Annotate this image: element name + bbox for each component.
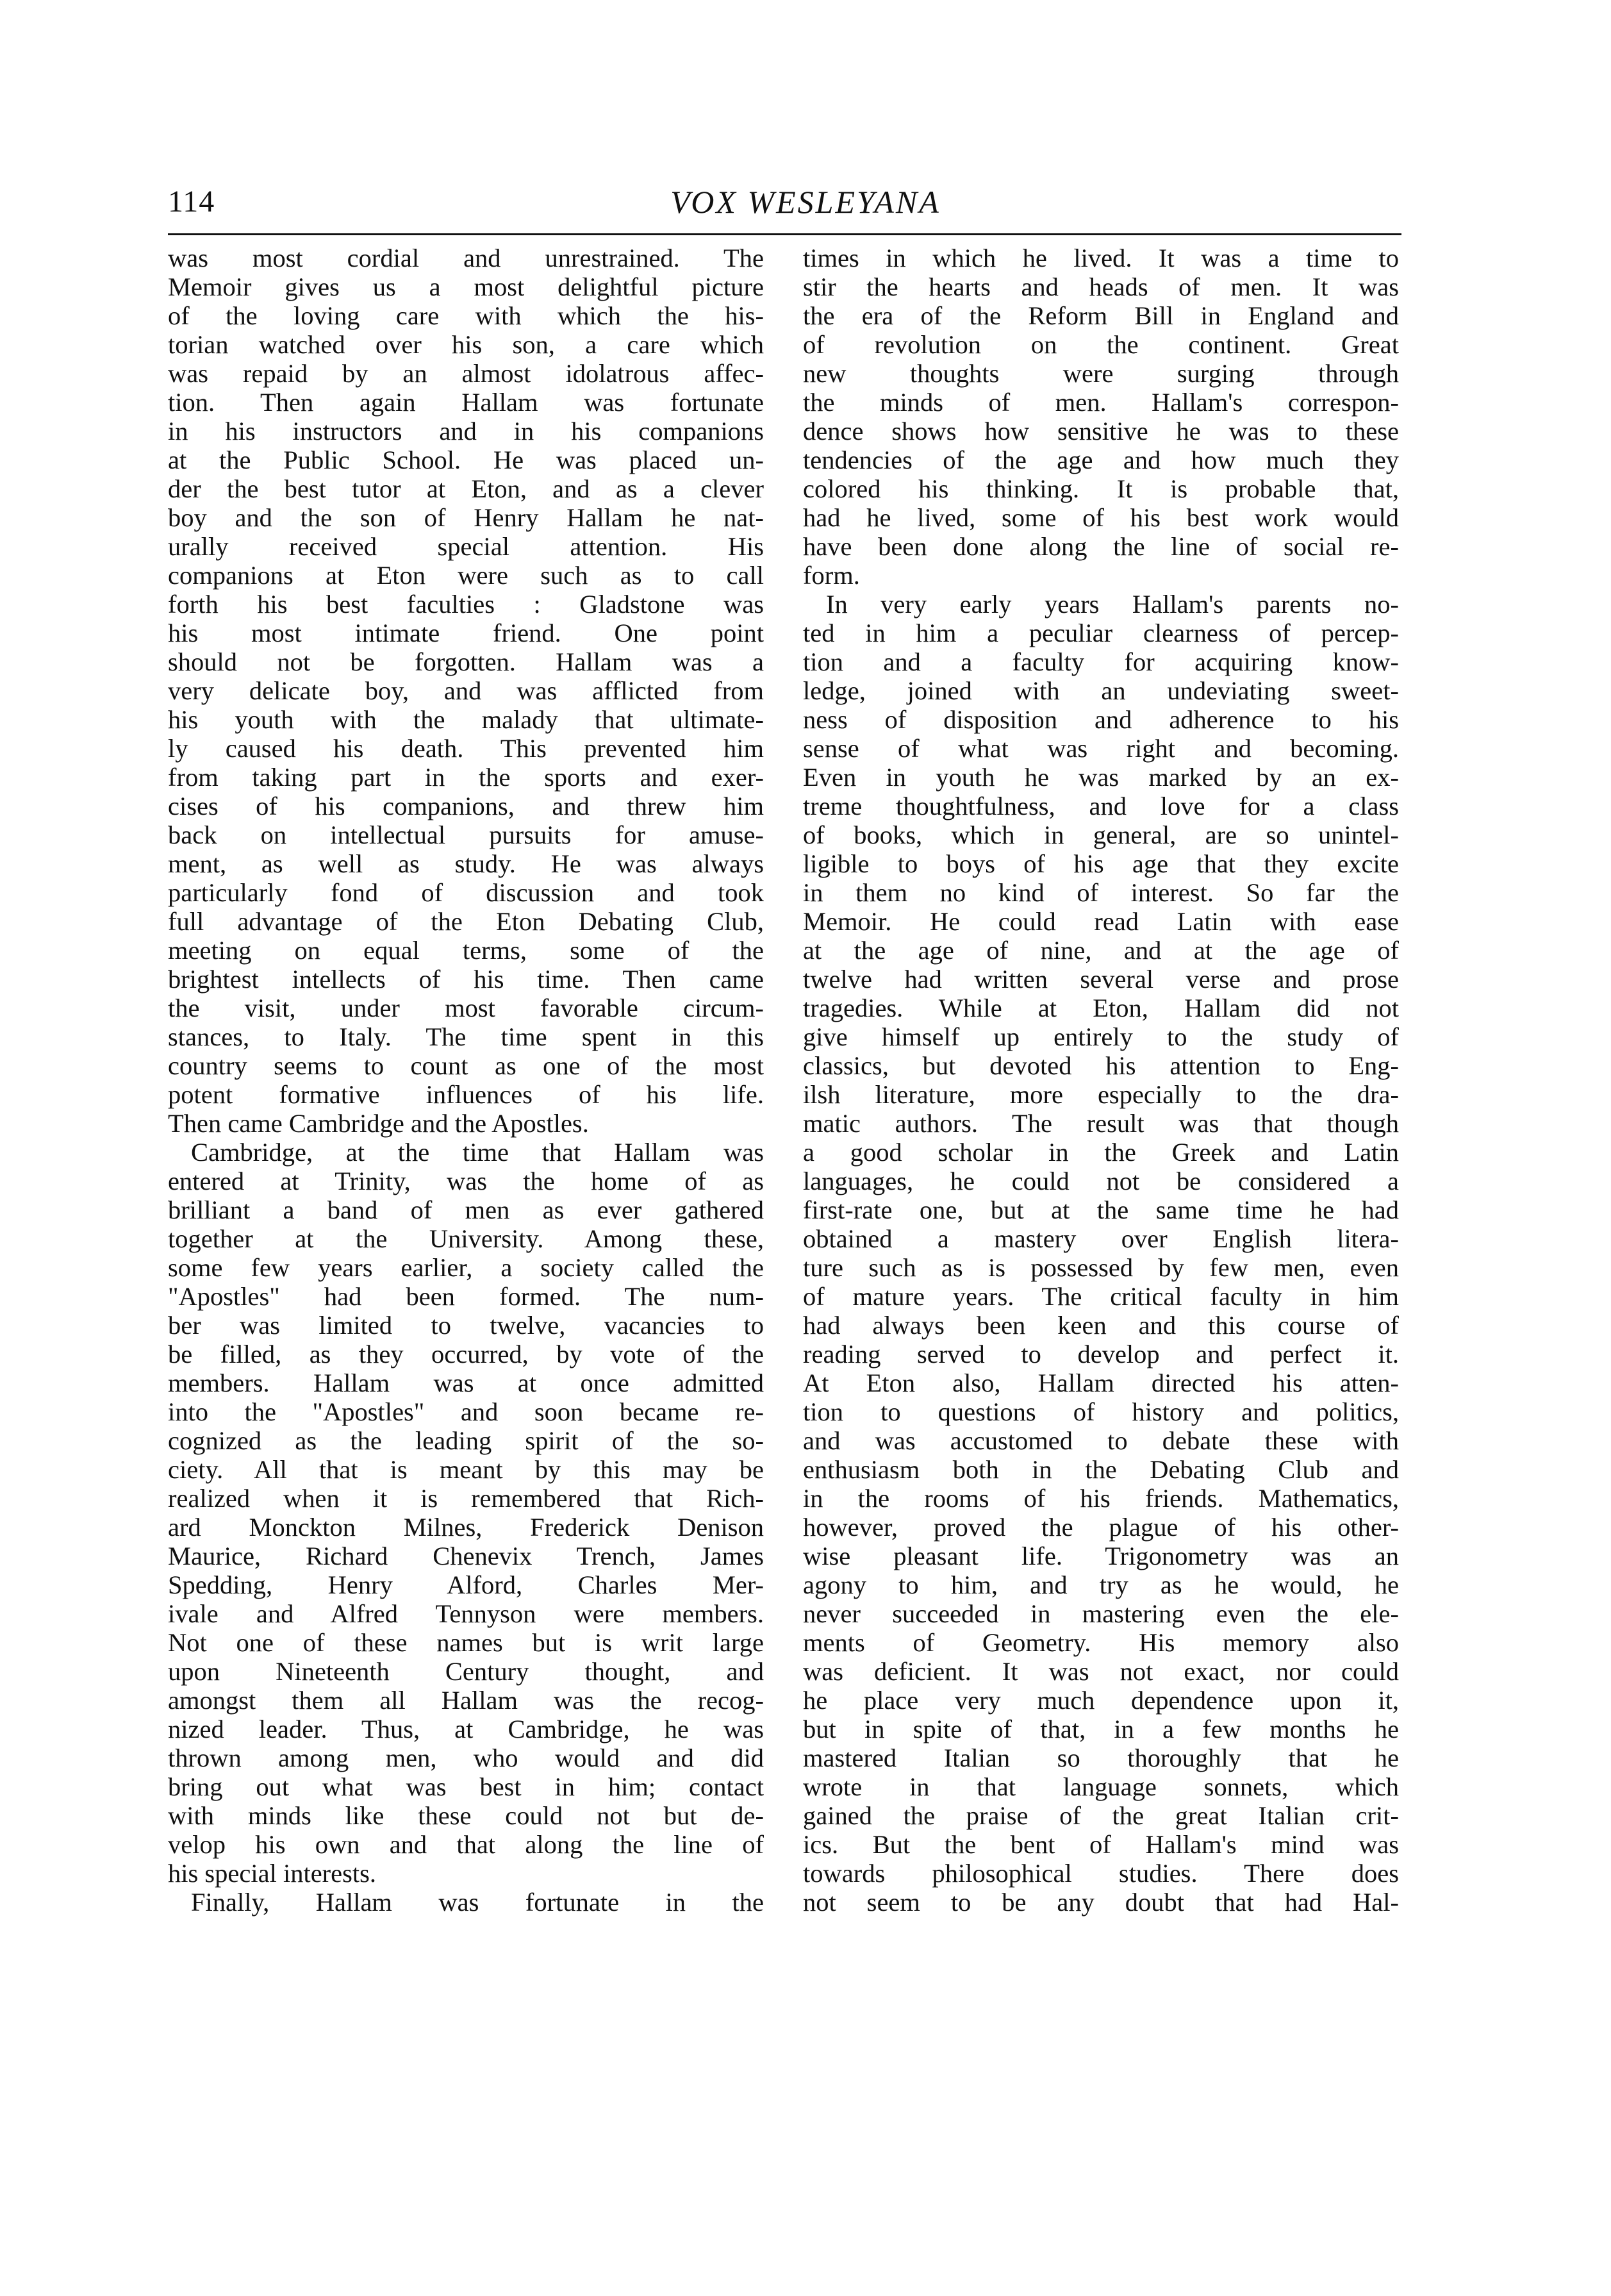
text-line: urally received special attention. His bbox=[168, 532, 764, 561]
text-line: tion. Then again Hallam was fortunate bbox=[168, 388, 764, 417]
text-line: tragedies. While at Eton, Hallam did not bbox=[803, 994, 1399, 1022]
text-line: in them no kind of interest. So far the bbox=[803, 878, 1399, 907]
text-line: back on intellectual pursuits for amuse- bbox=[168, 820, 764, 849]
text-line: companions at Eton were such as to call bbox=[168, 561, 764, 590]
text-line: stir the hearts and heads of men. It was bbox=[803, 272, 1399, 301]
text-line: ment, as well as study. He was always bbox=[168, 849, 764, 878]
text-line: matic authors. The result was that though bbox=[803, 1109, 1399, 1138]
text-line: entered at Trinity, was the home of as bbox=[168, 1167, 764, 1195]
header-rule bbox=[168, 233, 1401, 235]
text-line: never succeeded in mastering even the ele- bbox=[803, 1599, 1399, 1628]
text-line: some few years earlier, a society called the bbox=[168, 1253, 764, 1282]
text-line: he place very much dependence upon it, bbox=[803, 1686, 1399, 1715]
text-line: ledge, joined with an undeviating sweet- bbox=[803, 676, 1399, 705]
text-line: the era of the Reform Bill in England and bbox=[803, 301, 1399, 330]
text-line: potent formative influences of his life. bbox=[168, 1080, 764, 1109]
text-line: particularly fond of discussion and took bbox=[168, 878, 764, 907]
right-text-column bbox=[803, 244, 1399, 1917]
text-line: had he lived, some of his best work would bbox=[803, 503, 1399, 532]
text-line: classics, but devoted his attention to Eng- bbox=[803, 1051, 1399, 1080]
text-line: Not one of these names but is writ large bbox=[168, 1628, 764, 1657]
text-line: der the best tutor at Eton, and as a clever bbox=[168, 474, 764, 503]
text-line: ly caused his death. This prevented him bbox=[168, 734, 764, 763]
text-line: and was accustomed to debate these with bbox=[803, 1426, 1399, 1455]
text-line: a good scholar in the Greek and Latin bbox=[803, 1138, 1399, 1167]
text-line: thrown among men, who would and did bbox=[168, 1743, 764, 1772]
text-line: Memoir gives us a most delightful picture bbox=[168, 272, 764, 301]
text-line: twelve had written several verse and prose bbox=[803, 965, 1399, 994]
text-line: mastered Italian so thoroughly that he bbox=[803, 1743, 1399, 1772]
text-line: have been done along the line of social re- bbox=[803, 532, 1399, 561]
text-line: reading served to develop and perfect it. bbox=[803, 1340, 1399, 1368]
text-line: of books, which in general, are so unintel- bbox=[803, 820, 1399, 849]
text-line: Finally, Hallam was fortunate in the bbox=[191, 1888, 764, 1917]
text-line: form. bbox=[803, 561, 860, 590]
text-line: cises of his companions, and threw him bbox=[168, 792, 764, 820]
text-line: first-rate one, but at the same time he had bbox=[803, 1195, 1399, 1224]
text-line: into the "Apostles" and soon became re- bbox=[168, 1397, 764, 1426]
text-line: realized when it is remembered that Rich- bbox=[168, 1484, 764, 1513]
text-line: had always been keen and this course of bbox=[803, 1311, 1399, 1340]
text-line: at the Public School. He was placed un- bbox=[168, 445, 764, 474]
left-text-column bbox=[168, 244, 764, 1917]
text-line: ics. But the bent of Hallam's mind was bbox=[803, 1830, 1399, 1859]
text-line: ciety. All that is meant by this may be bbox=[168, 1455, 764, 1484]
text-line: Then came Cambridge and the Apostles. bbox=[168, 1109, 589, 1138]
text-line: meeting on equal terms, some of the bbox=[168, 936, 764, 965]
text-line: was deficient. It was not exact, nor could bbox=[803, 1657, 1399, 1686]
text-line: ivale and Alfred Tennyson were members. bbox=[168, 1599, 764, 1628]
text-line: was repaid by an almost idolatrous affec- bbox=[168, 359, 764, 388]
text-line: but in spite of that, in a few months he bbox=[803, 1715, 1399, 1743]
text-line: stances, to Italy. The time spent in this bbox=[168, 1022, 764, 1051]
text-line: forth his best faculties : Gladstone was bbox=[168, 590, 764, 619]
text-line: velop his own and that along the line of bbox=[168, 1830, 764, 1859]
text-line: ted in him a peculiar clearness of percep- bbox=[803, 619, 1399, 647]
text-line: was most cordial and unrestrained. The bbox=[168, 244, 764, 272]
text-line: "Apostles" had been formed. The num- bbox=[168, 1282, 764, 1311]
text-line: agony to him, and try as he would, he bbox=[803, 1570, 1399, 1599]
text-line: wrote in that language sonnets, which bbox=[803, 1772, 1399, 1801]
text-line: upon Nineteenth Century thought, and bbox=[168, 1657, 764, 1686]
text-line: amongst them all Hallam was the recog- bbox=[168, 1686, 764, 1715]
text-line: the visit, under most favorable circum- bbox=[168, 994, 764, 1022]
text-line: torian watched over his son, a care which bbox=[168, 330, 764, 359]
text-line: languages, he could not be considered a bbox=[803, 1167, 1399, 1195]
text-line: enthusiasm both in the Debating Club and bbox=[803, 1455, 1399, 1484]
text-line: from taking part in the sports and exer- bbox=[168, 763, 764, 792]
text-line: colored his thinking. It is probable that, bbox=[803, 474, 1399, 503]
text-line: towards philosophical studies. There does bbox=[803, 1859, 1399, 1888]
text-line: tion and a faculty for acquiring know- bbox=[803, 647, 1399, 676]
text-line: of the loving care with which the his- bbox=[168, 301, 764, 330]
text-line: ber was limited to twelve, vacancies to bbox=[168, 1311, 764, 1340]
text-line: his most intimate friend. One point bbox=[168, 619, 764, 647]
text-line: of revolution on the continent. Great bbox=[803, 330, 1399, 359]
text-line: ness of disposition and adherence to his bbox=[803, 705, 1399, 734]
text-line: should not be forgotten. Hallam was a bbox=[168, 647, 764, 676]
text-line: Memoir. He could read Latin with ease bbox=[803, 907, 1399, 936]
text-line: brightest intellects of his time. Then came bbox=[168, 965, 764, 994]
text-line: ligible to boys of his age that they excite bbox=[803, 849, 1399, 878]
text-line: Maurice, Richard Chenevix Trench, James bbox=[168, 1542, 764, 1570]
text-line: the minds of men. Hallam's correspon- bbox=[803, 388, 1399, 417]
text-line: boy and the son of Henry Hallam he nat- bbox=[168, 503, 764, 532]
text-line: ard Monckton Milnes, Frederick Denison bbox=[168, 1513, 764, 1542]
text-line: Even in youth he was marked by an ex- bbox=[803, 763, 1399, 792]
text-line: Spedding, Henry Alford, Charles Mer- bbox=[168, 1570, 764, 1599]
text-line: full advantage of the Eton Debating Club, bbox=[168, 907, 764, 936]
text-line: sense of what was right and becoming. bbox=[803, 734, 1399, 763]
text-line: cognized as the leading spirit of the so- bbox=[168, 1426, 764, 1455]
text-line: brilliant a band of men as ever gathered bbox=[168, 1195, 764, 1224]
text-line: give himself up entirely to the study of bbox=[803, 1022, 1399, 1051]
text-line: wise pleasant life. Trigonometry was an bbox=[803, 1542, 1399, 1570]
text-line: new thoughts were surging through bbox=[803, 359, 1399, 388]
text-line: be filled, as they occurred, by vote of the bbox=[168, 1340, 764, 1368]
text-line: gained the praise of the great Italian crit- bbox=[803, 1801, 1399, 1830]
text-line: his youth with the malady that ultimate- bbox=[168, 705, 764, 734]
text-line: obtained a mastery over English litera- bbox=[803, 1224, 1399, 1253]
text-line: together at the University. Among these, bbox=[168, 1224, 764, 1253]
text-line: In very early years Hallam's parents no- bbox=[826, 590, 1399, 619]
text-line: however, proved the plague of his other- bbox=[803, 1513, 1399, 1542]
text-line: country seems to count as one of the most bbox=[168, 1051, 764, 1080]
text-line: At Eton also, Hallam directed his atten- bbox=[803, 1368, 1399, 1397]
text-line: members. Hallam was at once admitted bbox=[168, 1368, 764, 1397]
text-line: ture such as is possessed by few men, even bbox=[803, 1253, 1399, 1282]
text-line: his special interests. bbox=[168, 1859, 377, 1888]
text-line: dence shows how sensitive he was to these bbox=[803, 417, 1399, 445]
text-line: Cambridge, at the time that Hallam was bbox=[191, 1138, 764, 1167]
text-line: ilsh literature, more especially to the dra- bbox=[803, 1080, 1399, 1109]
text-line: tendencies of the age and how much they bbox=[803, 445, 1399, 474]
page-number: 114 bbox=[168, 185, 215, 219]
text-line: with minds like these could not but de- bbox=[168, 1801, 764, 1830]
text-line: very delicate boy, and was afflicted from bbox=[168, 676, 764, 705]
text-line: times in which he lived. It was a time to bbox=[803, 244, 1399, 272]
text-line: in the rooms of his friends. Mathematics, bbox=[803, 1484, 1399, 1513]
text-line: nized leader. Thus, at Cambridge, he was bbox=[168, 1715, 764, 1743]
text-line: ments of Geometry. His memory also bbox=[803, 1628, 1399, 1657]
text-line: treme thoughtfulness, and love for a class bbox=[803, 792, 1399, 820]
text-line: not seem to be any doubt that had Hal- bbox=[803, 1888, 1399, 1917]
text-line: bring out what was best in him; contact bbox=[168, 1772, 764, 1801]
text-line: in his instructors and in his companions bbox=[168, 417, 764, 445]
text-line: at the age of nine, and at the age of bbox=[803, 936, 1399, 965]
text-line: of mature years. The critical faculty in him bbox=[803, 1282, 1399, 1311]
text-line: tion to questions of history and politics, bbox=[803, 1397, 1399, 1426]
running-title: VOX WESLEYANA bbox=[670, 184, 941, 220]
